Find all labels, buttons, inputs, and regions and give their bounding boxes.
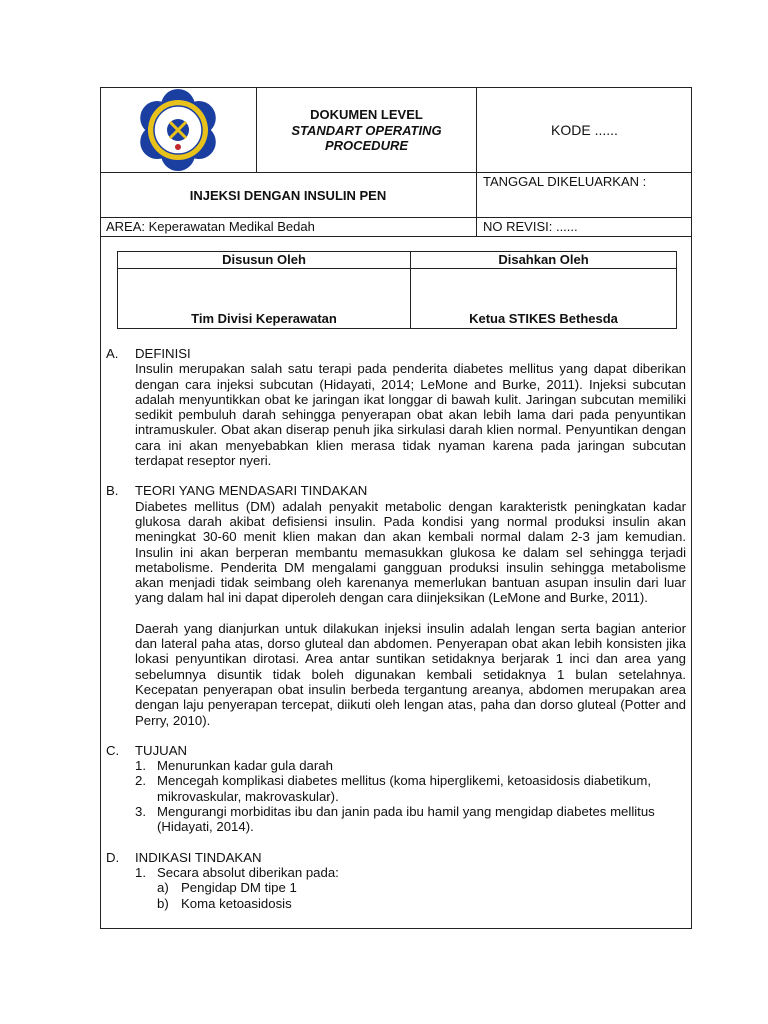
- section-letter: B.: [106, 483, 119, 499]
- doc-level-label: DOKUMEN LEVEL: [310, 107, 423, 122]
- sop-line-2: PROCEDURE: [324, 138, 409, 153]
- signature-left: [118, 252, 411, 328]
- disusun-header: Disusun Oleh: [118, 252, 410, 269]
- revisi-label: NO REVISI: ......: [483, 219, 578, 234]
- teori-paragraph-2: Daerah yang dianjurkan untuk dilakukan injeksi insulin adalah lengan serta bagian anterior dan lateral paha atas, dorso gluteal dan abdomen. Penyerapan obat akan lebih konsisten jika lokasi penyuntikan dirotasi. Area antar suntikan setidaknya berjarak 1 inci dan area yang sebelumnya disuntik tidak boleh digunakan kembali setidaknya 1 bulan setelahnya. Kecepatan penyerapan obat insulin berbeda tergantung areanya, abdomen merupakan area dengan laju penyerapan tercepat, diikuti oleh lengan atas, paha dan dorso gluteal (Potter and Perry, 2010).: [135, 620, 686, 728]
- list-item: 1. Menurunkan kadar gula darah: [135, 758, 333, 774]
- section-indikasi: [106, 850, 686, 911]
- area-cell: [100, 218, 477, 237]
- definisi-text: Insulin merupakan salah satu terapi pada penderita diabetes mellitus yang dapat diberikan dengan cara injeksi subcutan (Hidayati, 2014; LeMone and Burke, 2011). Injeksi subcutan adalah menyuntikkan obat ke jaringan ikat longgar di bawah kulit. Jaringan subcutan memiliki sedikit pembuluh darah sehingga penyerapan obat akan lebih lama dari pada penyuntikan intramuskuler. Obat akan diserap penuh jika sirkulasi darah klien normal. Penyuntikan dengan cara ini akan menyebabkan klien merasa tidak nyaman karena pada jaringan subcutan terdapat reseptor nyeri.: [135, 361, 686, 469]
- section-teori: [106, 483, 686, 727]
- section-letter: C.: [106, 742, 120, 758]
- revisi-cell: [477, 218, 692, 237]
- section-tujuan: [106, 743, 686, 835]
- header-table: [100, 87, 692, 237]
- tanggal-label: TANGGAL DIKELUARKAN :: [483, 174, 647, 189]
- kode-cell: [477, 87, 692, 173]
- logo-dot: [175, 144, 181, 150]
- tanggal-cell: [477, 173, 692, 218]
- institution-logo: [124, 89, 232, 171]
- disahkan-name: Ketua STIKES Bethesda: [469, 311, 618, 326]
- list-item: 3. Mengurangi morbiditas ibu dan janin pada ibu hamil yang mengidap diabetes mellitus (Hidayati, 2014).: [135, 804, 655, 835]
- kode-label: KODE ......: [551, 121, 618, 138]
- procedure-title: INJEKSI DENGAN INSULIN PEN: [189, 187, 387, 203]
- list-item: 1. Secara absolut diberikan pada:: [135, 864, 339, 880]
- document-body: [106, 346, 686, 926]
- section-heading: DEFINISI: [135, 346, 191, 361]
- title-cell: [100, 173, 477, 218]
- section-definisi: [106, 346, 686, 468]
- sop-line-1: STANDART OPERATING: [291, 123, 442, 138]
- section-heading: TUJUAN: [135, 742, 188, 758]
- doc-level-cell: [257, 87, 477, 173]
- signature-table: [117, 251, 677, 329]
- section-letter: D.: [106, 849, 120, 865]
- logo-cell: [100, 87, 257, 173]
- disahkan-header: Disahkan Oleh: [411, 252, 676, 269]
- signature-right: [411, 252, 676, 328]
- area-label: AREA: Keperawatan Medikal Bedah: [106, 219, 315, 234]
- section-heading: TEORI YANG MENDASARI TINDAKAN: [135, 483, 368, 499]
- sub-list-item: a) Pengidap DM tipe 1: [157, 880, 297, 896]
- teori-paragraph-1: Diabetes mellitus (DM) adalah penyakit metabolic dengan karakteristk peningkatan kadar glukosa darah akibat defisiensi insulin. Pada kondisi yang normal produksi insulin akan meningkat 30-60 menit klien makan dan akan kembali normal dalam 2-3 jam kemudian. Insulin ini akan berperan membantu memasukkan glukosa ke dalam sel sehingga terjadi metabolisme. Penderita DM mengalami gangguan produksi insulin sehingga metabolisme akan menjadi tidak seimbang oleh karenanya memerlukan bantuan asupan insulin dari luar yang dalam hal ini dapat diperoleh dengan cara diinjeksikan (LeMone and Burke, 2011).: [135, 498, 686, 606]
- section-heading: INDIKASI TINDAKAN: [135, 849, 262, 865]
- sub-list-item: b) Koma ketoasidosis: [157, 895, 292, 911]
- section-letter: A.: [106, 346, 119, 361]
- list-item: 2. Mencegah komplikasi diabetes mellitus (koma hiperglikemi, ketoasidosis diabetikum, mikrovaskular, makrovaskular).: [135, 773, 652, 804]
- disusun-name: Tim Divisi Keperawatan: [191, 311, 337, 326]
